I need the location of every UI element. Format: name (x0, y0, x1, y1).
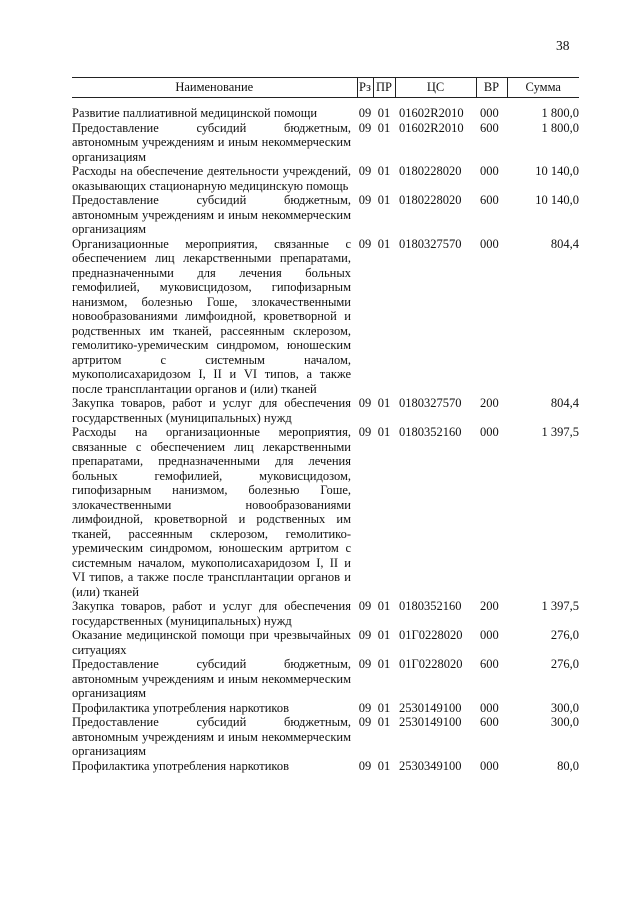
table-row (72, 759, 579, 774)
row-rz: 09 (358, 758, 372, 773)
row-pr: 01 (377, 628, 391, 642)
row-sum: 1 800,0 (541, 106, 579, 120)
row-sum: 1 800,0 (541, 120, 579, 135)
row-pr: 01 (377, 396, 391, 410)
row-name: Предоставление субсидий бюджетным, автономным учреждениям и иным некоммерческим организациям (72, 657, 351, 700)
row-cs: 01602R2010 (399, 120, 464, 135)
row-cs: 0180228020 (399, 164, 462, 178)
row-pr: 01 (377, 164, 391, 178)
row-rz: 09 (358, 657, 372, 671)
row-rz: 09 (358, 715, 372, 729)
header-rz: Рз (357, 78, 373, 98)
row-vr: 000 (480, 425, 499, 439)
row-name: Закупка товаров, работ и услуг для обеспечения государственных (муниципальных) нужд (72, 396, 351, 425)
row-sum: 276,0 (550, 657, 579, 671)
row-vr: 600 (480, 193, 499, 207)
row-rz: 09 (358, 700, 372, 715)
row-cs: 01Г0228020 (399, 657, 463, 671)
row-pr: 01 (377, 106, 391, 120)
header-vr: ВР (476, 78, 507, 98)
table-row (72, 193, 579, 237)
row-name: Развитие паллиативной медицинской помощи (72, 106, 318, 120)
row-name: Предоставление субсидий бюджетным, автономным учреждениям и иным некоммерческим организациям (72, 120, 351, 164)
table-row (72, 121, 579, 165)
row-cs: 2530349100 (399, 758, 462, 773)
budget-table (72, 77, 579, 773)
row-pr: 01 (377, 120, 391, 135)
table-row (72, 164, 579, 193)
table-row (72, 425, 579, 599)
row-sum: 300,0 (550, 715, 579, 729)
row-sum: 276,0 (550, 628, 579, 642)
row-vr: 000 (480, 700, 499, 715)
row-cs: 0180327570 (399, 236, 462, 251)
row-name: Профилактика употребления наркотиков (72, 700, 289, 715)
table-row (72, 237, 579, 397)
row-sum: 10 140,0 (535, 193, 579, 207)
row-vr: 000 (480, 164, 499, 178)
row-name: Расходы на организационные мероприятия, связанные с обеспечением лиц лекарственными препаратами, предназначенными для лечения больных гемофилией, муковисцидозом, гипофизарным нанизмом, болезнью Гоше, злокачественными новообразованиями лимфоидной, кроветворной и родственных им тканей, рассеянным склерозом, гемолитико-уремическим синдромом, юношеским артритом с системным началом, мукополисахаридозом I, II и VI типов, а также после трансплантации органов и (или) тканей (72, 425, 351, 599)
table-row (72, 106, 579, 121)
row-pr: 01 (377, 425, 391, 439)
row-pr: 01 (377, 236, 391, 251)
row-name: Оказание медицинской помощи при чрезвычайных ситуациях (72, 628, 351, 657)
row-pr: 01 (377, 657, 391, 671)
row-cs: 0180352160 (399, 425, 462, 439)
row-cs: 01602R2010 (399, 106, 464, 120)
table-row (72, 396, 579, 425)
row-pr: 01 (377, 715, 391, 729)
row-pr: 01 (377, 700, 391, 715)
row-sum: 1 397,5 (541, 425, 579, 439)
row-rz: 09 (358, 236, 372, 251)
row-vr: 600 (480, 715, 499, 729)
row-name: Профилактика употребления наркотиков (72, 758, 289, 773)
row-rz: 09 (358, 425, 372, 439)
row-cs: 01Г0228020 (399, 628, 463, 642)
table-row (72, 599, 579, 628)
row-sum: 80,0 (557, 758, 579, 773)
row-cs: 0180327570 (399, 396, 462, 410)
row-rz: 09 (358, 628, 372, 642)
page-number: 38 (556, 38, 570, 53)
table-row (72, 628, 579, 657)
row-vr: 000 (480, 236, 499, 251)
header-spacer (72, 98, 579, 107)
row-vr: 600 (480, 120, 499, 135)
row-sum: 804,4 (550, 396, 579, 410)
table-row (72, 715, 579, 759)
row-vr: 200 (480, 396, 499, 410)
row-cs: 0180352160 (399, 599, 462, 613)
row-rz: 09 (358, 193, 372, 207)
row-vr: 200 (480, 599, 499, 613)
row-rz: 09 (358, 120, 372, 135)
row-sum: 804,4 (550, 236, 579, 251)
row-sum: 10 140,0 (535, 164, 579, 178)
row-vr: 000 (480, 628, 499, 642)
table-body (72, 98, 579, 774)
table-row (72, 701, 579, 716)
row-rz: 09 (358, 164, 372, 178)
row-name: Предоставление субсидий бюджетным, автономным учреждениям и иным некоммерческим организациям (72, 193, 351, 236)
header-sum: Сумма (507, 78, 579, 98)
row-name: Расходы на обеспечение деятельности учреждений, оказывающих стационарную медицинскую помощь (72, 164, 351, 193)
row-vr: 600 (480, 657, 499, 671)
row-rz: 09 (358, 599, 372, 613)
header-name: Наименование (72, 78, 357, 98)
row-name: Предоставление субсидий бюджетным, автономным учреждениям и иным некоммерческим организациям (72, 715, 351, 758)
row-rz: 09 (358, 396, 372, 410)
row-pr: 01 (377, 758, 391, 773)
row-cs: 0180228020 (399, 193, 462, 207)
table-row (72, 657, 579, 701)
row-vr: 000 (480, 106, 499, 120)
table-header (72, 78, 579, 98)
row-sum: 300,0 (550, 700, 579, 715)
row-cs: 2530149100 (399, 700, 462, 715)
header-pr: ПР (373, 78, 395, 98)
row-pr: 01 (377, 599, 391, 613)
row-cs: 2530149100 (399, 715, 462, 729)
header-cs: ЦС (395, 78, 476, 98)
row-sum: 1 397,5 (541, 599, 579, 613)
row-rz: 09 (358, 106, 372, 120)
row-pr: 01 (377, 193, 391, 207)
row-name: Закупка товаров, работ и услуг для обеспечения государственных (муниципальных) нужд (72, 599, 351, 628)
header-row (72, 78, 579, 98)
row-vr: 000 (480, 758, 499, 773)
row-name: Организационные мероприятия, связанные с обеспечением лиц лекарственными препаратами, предназначенными для лечения больных гемофилией, муковисцидозом, гипофизарным нанизмом, болезнью Гоше, злокачественными новообразованиями лимфоидной, кроветворной и родственных им тканей, рассеянным склерозом, гемолитико-уремическим синдромом, юношеским артритом с системным началом, мукополисахаридозом I, II и VI типов, а также после трансплантации органов и (или) тканей (72, 236, 351, 396)
